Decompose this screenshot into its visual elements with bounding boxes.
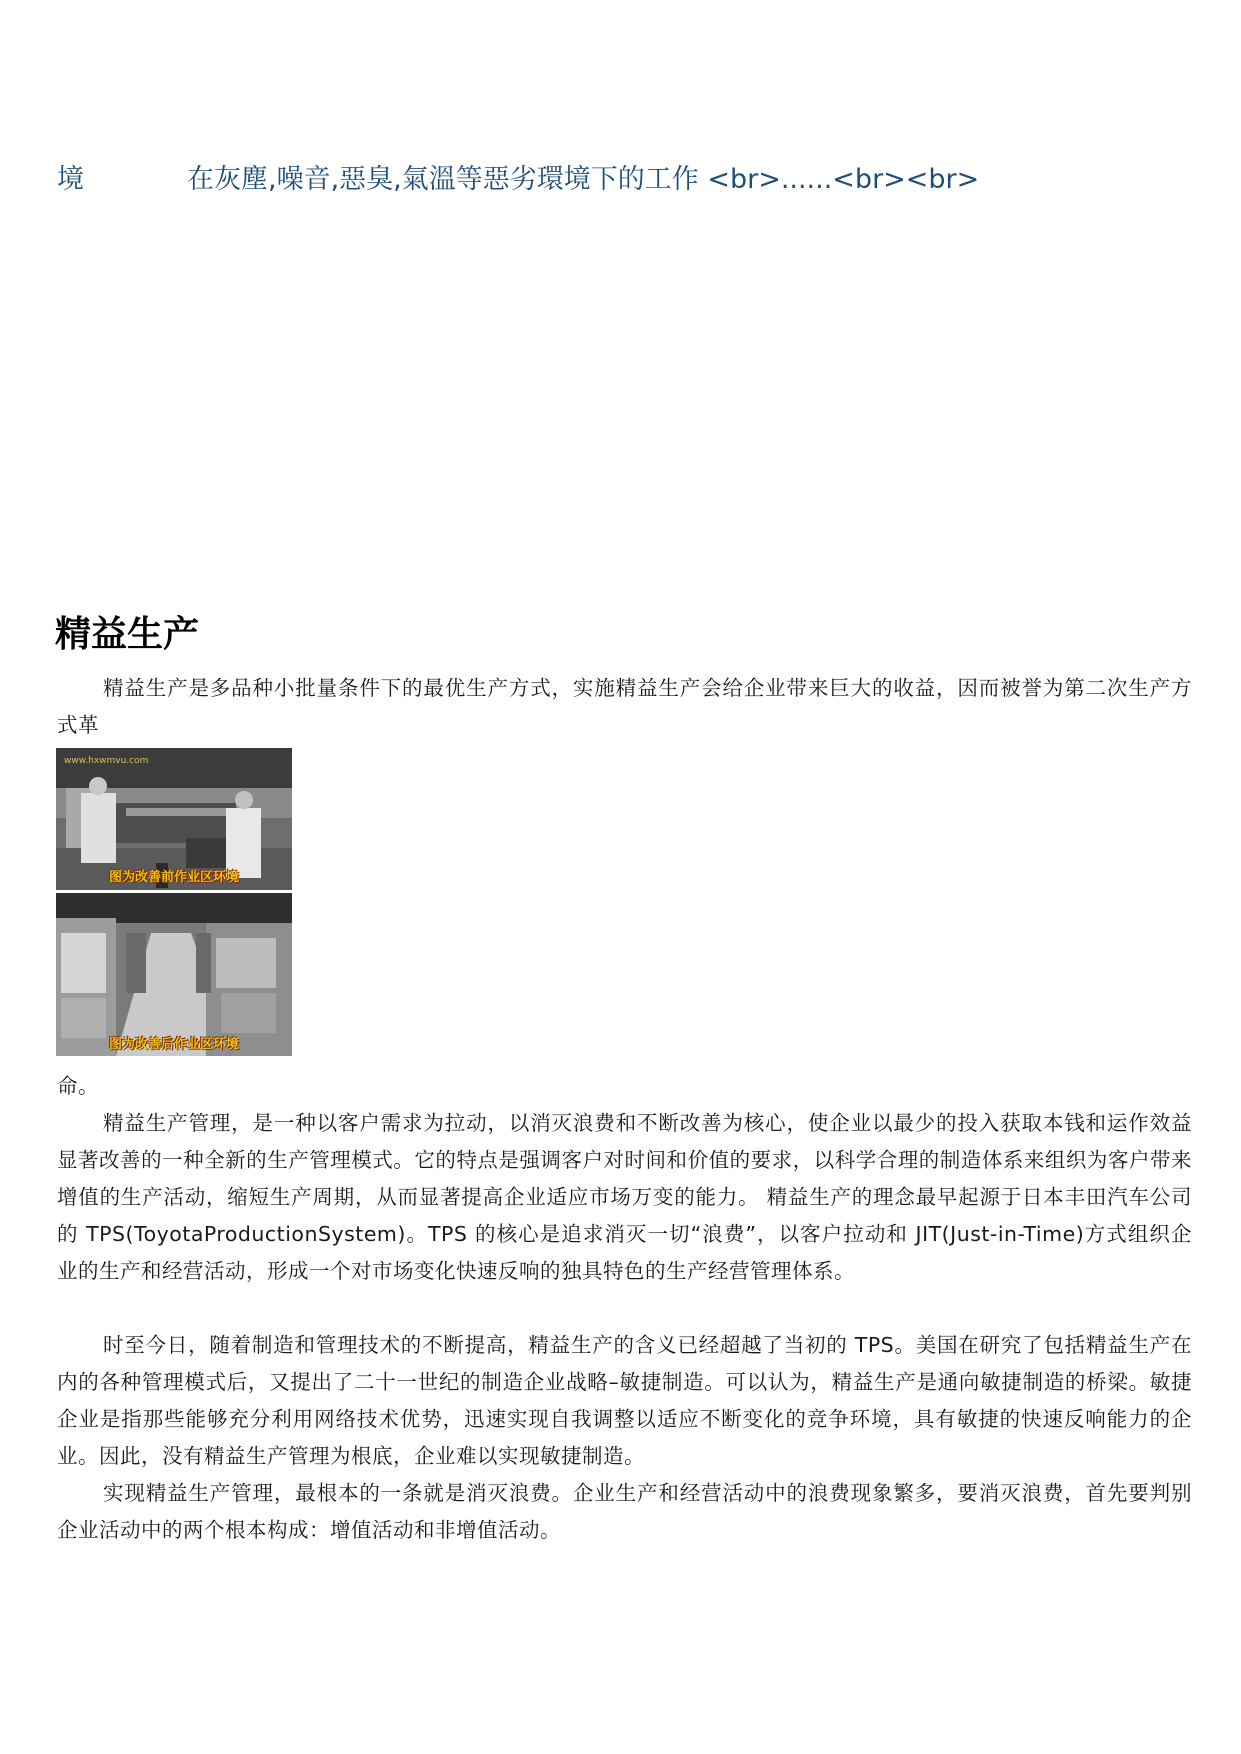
table-cell-label: 境	[57, 164, 84, 195]
photo-stack	[56, 748, 292, 1056]
paragraph-1-text: 精益生产管理，是一种以客户需求为拉动，以消灭浪费和不断改善为核心，使企业以最少的投入获取本钱和运作效益显著改善的一种全新的生产管理模式。它的特点是强调客户对时间和价值的要求，以科学合理的制造体系来组织为客户带来增值的生产活动，缩短生产周期，从而显著提高企业适应市场万变的能力。 精益生产的理念最早起源于日本丰田汽车公司的 TPS(ToyotaProductionSystem)。TPS 的核心是追求消灭一切“浪费”，以客户拉动和 JIT(Just-in-Time)方式组织企业的生产和经营活动，形成一个对市场变化快速反响的独具特色的生产经营管理体系。	[57, 1111, 1192, 1283]
paragraph-3-text: 实现精益生产管理，最根本的一条就是消灭浪费。企业生产和经营活动中的浪费现象繁多，要消灭浪费，首先要判别企业活动中的两个根本构成：增值活动和非增值活动。	[57, 1481, 1192, 1542]
before-photo	[56, 748, 292, 890]
paragraph-1	[57, 1105, 1192, 1290]
table-cell-text: 在灰塵,噪音,惡臭,氣溫等惡劣環境下的工作 <br>......<br><br>	[187, 164, 980, 195]
section-title: 精益生产	[55, 614, 200, 655]
table-row	[57, 160, 1187, 200]
paragraph-2	[57, 1327, 1192, 1475]
paragraph-3	[57, 1475, 1192, 1549]
after-photo	[56, 893, 292, 1056]
after-photo-image	[56, 893, 292, 1056]
before-photo-caption: 图为改善前作业区环境	[108, 870, 239, 885]
intro-end-text: 命。	[57, 1074, 99, 1098]
after-photo-caption: 图为改善后作业区环境	[108, 1037, 239, 1052]
intro-text: 精益生产是多品种小批量条件下的最优生产方式，实施精益生产会给企业带来巨大的收益，因而被誉为第二次生产方式革	[57, 676, 1192, 737]
intro-paragraph-end	[57, 1068, 1192, 1105]
photo-watermark: www.hxwmvu.com	[64, 756, 149, 766]
paragraph-2-text: 时至今日，随着制造和管理技术的不断提高，精益生产的含义已经超越了当初的 TPS。美国在研究了包括精益生产在内的各种管理模式后，又提出了二十一世纪的制造企业战略–敏捷制造。可以认为，精益生产是通向敏捷制造的桥梁。敏捷企业是指那些能够充分利用网络技术优势，迅速实现自我调整以适应不断变化的竞争环境，具有敏捷的快速反响能力的企业。因此，没有精益生产管理为根底，企业难以实现敏捷制造。	[57, 1333, 1192, 1468]
intro-paragraph	[57, 670, 1192, 744]
